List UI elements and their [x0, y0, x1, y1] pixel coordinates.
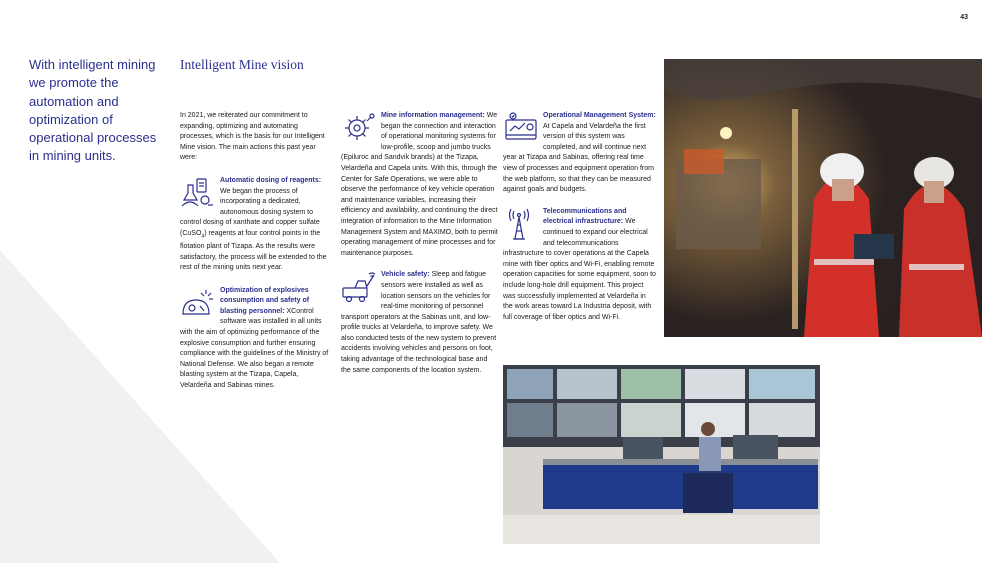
- photo-control-room: [503, 365, 820, 544]
- lead-paragraph: In 2021, we reiterated our commitment to expanding, optimizing and automating processes, which is the basis for our Intelligent Mine vision. The main actions this past year were:: [180, 112, 325, 162]
- item-heading: Mine information management:: [381, 112, 485, 119]
- item-text: ) reagents at four control points in the flotation plant of Tizapa. As the results were satisfactory, the process will be extended to the rest of the mining units next year.: [180, 229, 327, 272]
- column-1: [180, 111, 331, 392]
- column-2: [341, 111, 498, 376]
- gear-network-icon: [341, 111, 377, 145]
- intro-statement: With intelligent mining we promote the automation and optimization of operational processes in mining units.: [29, 57, 157, 164]
- item-telecom: [503, 207, 657, 324]
- item-text: Sleep and fatigue sensors were installed as well as location sensors on the vehicles for real-time monitoring of personnel transport operators at the Sabinas unit, and low-profile trucks at Velardeña, to improve safety. We also conducted tests of the new system to prevent accidents involving vehicles and persons on foot, taking advantage of the technological base and the same components of the location system.: [341, 271, 497, 374]
- page-number: 43: [960, 14, 968, 21]
- item-text: We continued to expand our electrical and telecommunications infrastructure to cover operations at the Capela mine with fiber optics and Wi-Fi, enabling remote operation capacities for some equipment, soon to include long-hole drill equipment. This project was successfully implemented at Velardeña in the work areas toward La Industria deposit, with full coverage of fiber optics and Wi-Fi.: [503, 218, 656, 321]
- item-reagent-dosing: [180, 176, 331, 274]
- item-heading: Automatic dosing of reagents:: [220, 176, 322, 184]
- reagent-dosing-icon: [180, 176, 216, 210]
- item-ops-mgmt: [503, 111, 657, 196]
- item-explosives: [180, 286, 331, 392]
- explosives-safety-icon: [180, 286, 216, 320]
- item-vehicle-safety: [341, 270, 498, 376]
- photo-miners-underground: [664, 59, 982, 337]
- item-text: XControl software was installed in all units with the aim of optimizing performance of the explosive consumption and further ensuring compliance with the guidelines of the Ministry of National Defense. We also began a remote blasting system at the Tizapa, Capela, Velardeña and Sabinas mines.: [180, 307, 329, 390]
- item-mine-info: [341, 111, 498, 259]
- section-title: Intelligent Mine vision: [180, 57, 304, 72]
- item-text: At Capela and Velardeña the first version of this system was completed, and will continue next year at Tizapa and Sabinas, offering real time view of processes and equipment operation from the web platform, so that they can be measured against goals and budgets.: [503, 122, 654, 194]
- item-heading: Optimization of explosives consumption and safety of blasting personnel:: [220, 286, 310, 315]
- vehicle-safety-icon: [341, 270, 377, 304]
- column-3: [503, 111, 657, 323]
- item-text: We began the connection and interaction of operational monitoring systems for low-profile, scoop and jumbo trucks (Epiluroc and Sandvik brands) at the Tizapa, Velardeña and Capela units. With this, through the Center for Safe Operations, we were able to observe the performance of key vehicle operation and maintenance variables, increasing their efficiency and availability, and continuing the direct integration of information to the Mine Information Management System and MAXIMO, both to permit operating management of mine processes and for maintenance purposes.: [341, 112, 498, 257]
- item-text: We began the process of incorporating a dedicated, autonomous dosing system to control dosing of xanthate and copper sulfate (CuSO: [180, 187, 320, 237]
- telecom-tower-icon: [503, 207, 539, 241]
- subscript: 4: [201, 233, 205, 240]
- item-heading: Telecommunications and electrical infrastructure:: [543, 207, 627, 226]
- item-heading: Operational Management System:: [543, 112, 656, 119]
- item-heading: Vehicle safety:: [381, 271, 430, 279]
- operational-dashboard-icon: [503, 111, 539, 145]
